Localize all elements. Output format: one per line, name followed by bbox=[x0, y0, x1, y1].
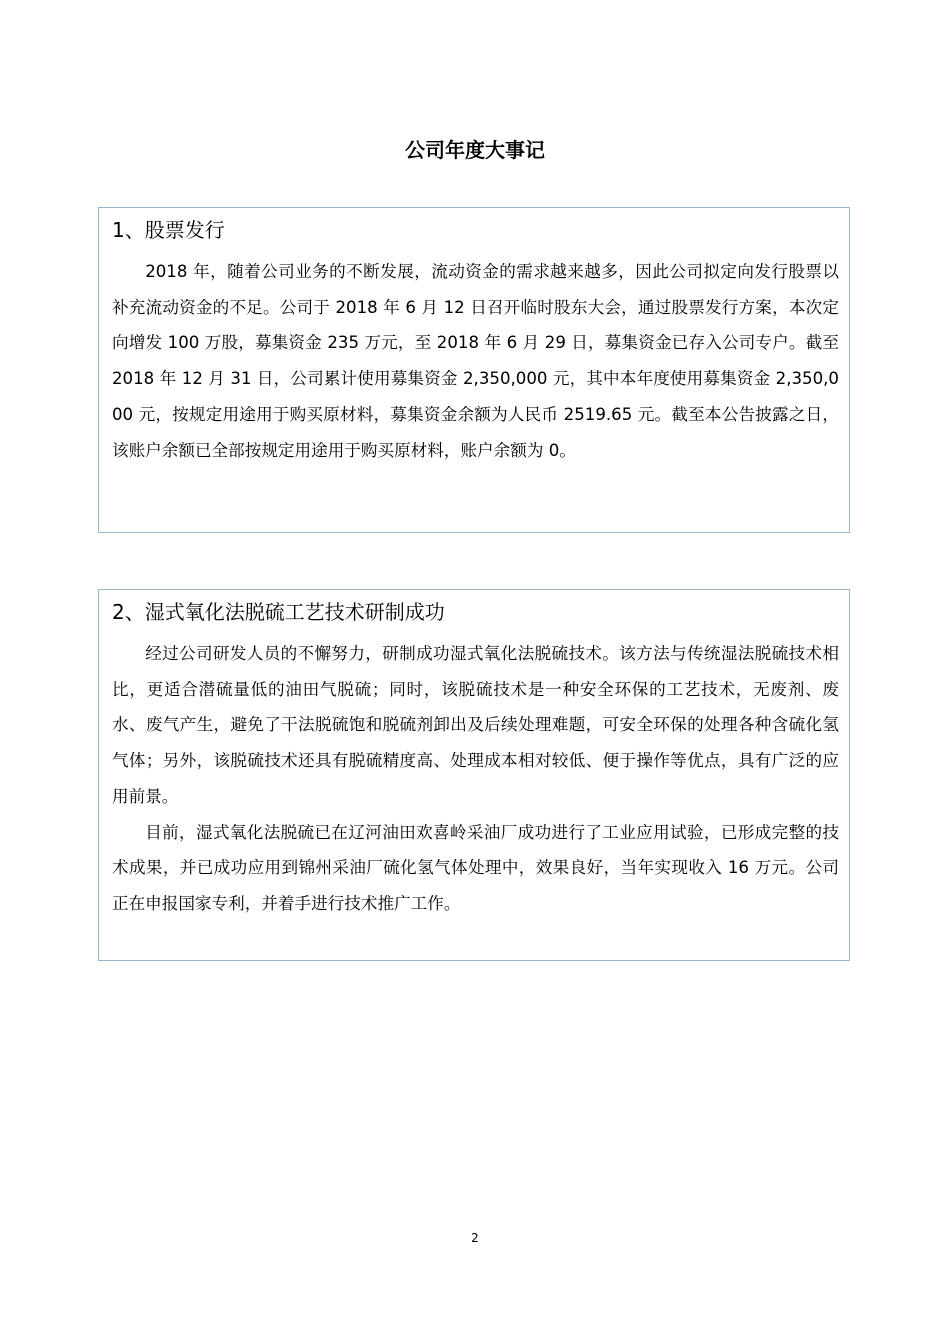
page-number: 2 bbox=[471, 1231, 479, 1245]
section-stock-issuance bbox=[98, 207, 850, 533]
section-heading: 1、股票发行 bbox=[112, 218, 225, 242]
paragraph: 2018 年，随着公司业务的不断发展，流动资金的需求越来越多，因此公司拟定向发行股票以补充流动资金的不足。公司于 2018 年 6 月 12 日召开临时股东大会，通过股票发行方案，本次定向增发 100 万股，募集资金 235 万元，至 2018 年 6 月 29 日，募集资金已存入公司专户。截至 2018 年 12 月 31 日，公司累计使用募集资金 2,350,000 元，其中本年度使用募集资金 2,350,000 元，按规定用途用于购买原材料，募集资金余额为人民币 2519.65 元。截至本公告披露之日，该账户余额已全部按规定用途用于购买原材料，账户余额为 0。 bbox=[112, 262, 839, 460]
page-title: 公司年度大事记 bbox=[405, 138, 545, 162]
section-desulfurization-technology bbox=[98, 589, 850, 961]
section-body bbox=[112, 254, 839, 468]
paragraph: 目前，湿式氧化法脱硫已在辽河油田欢喜岭采油厂成功进行了工业应用试验，已形成完整的技术成果，并已成功应用到锦州采油厂硫化氢气体处理中，效果良好，当年实现收入 16 万元。公司正在申报国家专利，并着手进行技术推广工作。 bbox=[112, 822, 839, 913]
paragraph: 经过公司研发人员的不懈努力，研制成功湿式氧化法脱硫技术。该方法与传统湿法脱硫技术相比，更适合潜硫量低的油田气脱硫；同时，该脱硫技术是一种安全环保的工艺技术，无废剂、废水、废气产生，避免了干法脱硫饱和脱硫剂卸出及后续处理难题，可安全环保的处理各种含硫化氢气体；另外，该脱硫技术还具有脱硫精度高、处理成本相对较低、便于操作等优点，具有广泛的应用前景。 bbox=[112, 644, 839, 806]
section-heading: 2、湿式氧化法脱硫工艺技术研制成功 bbox=[112, 600, 445, 624]
section-body bbox=[112, 636, 839, 922]
